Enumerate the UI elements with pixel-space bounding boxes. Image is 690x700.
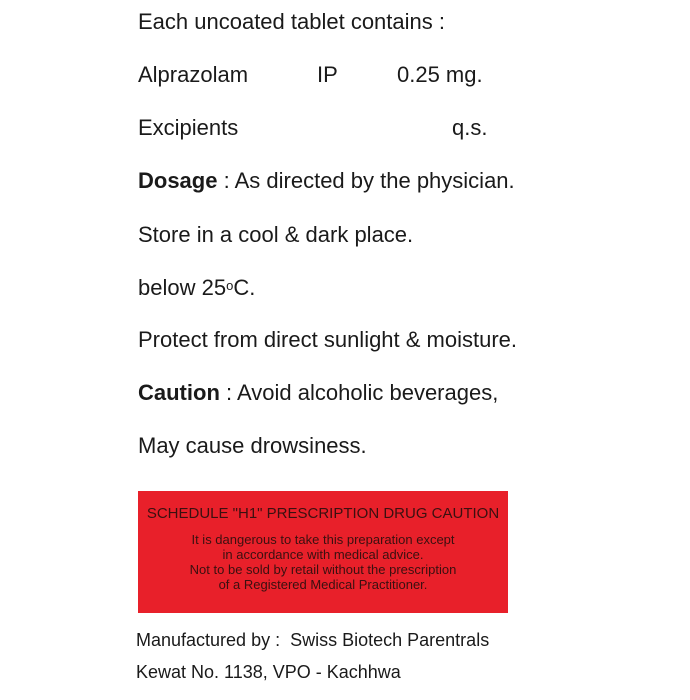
storage-temp-prefix: below 25	[138, 275, 227, 300]
caution-label: Caution	[138, 380, 220, 405]
dosage-text: : As directed by the physician.	[217, 168, 515, 193]
storage-line-1: Store in a cool & dark place.	[138, 222, 414, 247]
storage-temp-suffix: C.	[233, 275, 256, 300]
dosage-line	[138, 168, 515, 194]
schedule-warning-line: Not to be sold by retail without the prescription	[189, 562, 457, 577]
storage-line-2	[138, 275, 255, 301]
manufacturer-label: Manufactured by :	[136, 630, 281, 650]
schedule-warning-line: of a Registered Medical Practitioner.	[218, 577, 428, 592]
schedule-warning-title: SCHEDULE "H1" PRESCRIPTION DRUG CAUTION	[146, 505, 500, 522]
degree-symbol: o	[226, 278, 234, 293]
ingredient-name: Excipients	[138, 115, 239, 140]
manufacturer-line	[136, 629, 489, 651]
composition-heading: Each uncoated tablet contains :	[138, 9, 445, 34]
ingredient-name: Alprazolam	[138, 62, 249, 87]
ingredient-amount: q.s.	[452, 115, 488, 140]
schedule-warning-body	[138, 532, 508, 592]
schedule-warning-line: It is dangerous to take this preparation except	[191, 532, 455, 547]
ingredient-amount: 0.25 mg.	[397, 62, 483, 87]
manufacturer-address: Kewat No. 1138, VPO - Kachhwa	[136, 662, 401, 682]
ingredient-row-alprazolam	[138, 62, 248, 88]
ingredient-standard: IP	[317, 62, 338, 87]
storage-line-3: Protect from direct sunlight & moisture.	[138, 327, 518, 352]
schedule-warning-line: in accordance with medical advice.	[222, 547, 424, 562]
caution-text: : Avoid alcoholic beverages,	[219, 380, 499, 405]
ingredient-row-excipients	[138, 115, 238, 141]
manufacturer-name: Swiss Biotech Parentrals	[290, 630, 490, 650]
schedule-warning-box	[138, 491, 508, 613]
dosage-label: Dosage	[138, 168, 218, 193]
caution-line	[138, 380, 498, 406]
caution-line-2: May cause drowsiness.	[138, 433, 367, 458]
